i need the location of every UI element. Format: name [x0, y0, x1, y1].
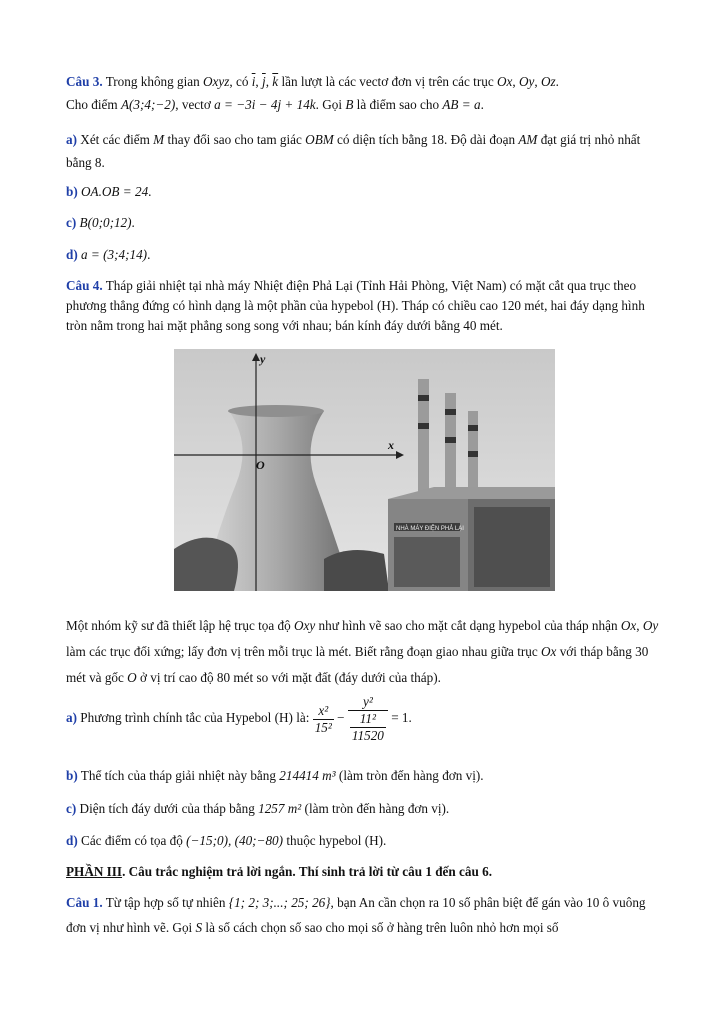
- part3-q1-paragraph: Câu 1. Từ tập hợp số tự nhiên {1; 2; 3;...; 25; 26}, bạn An cần chọn ra 10 số phân biệt để gán vào 10 ô vuông đơn vị như hình vẽ. Gọi S là số cách chọn số sao cho mọi số ở hàng trên luôn nhỏ hơn mọi số: [66, 895, 646, 935]
- q4-description: Một nhóm kỹ sư đã thiết lập hệ trục tọa độ Oxy như hình vẽ sao cho mặt cắt dạng hypebol của tháp nhận Ox, Oy làm các trục đối xứng; lấy đơn vị trên mỗi trục là mét. Biết rằng đoạn giao nhau giữa trục Ox với tháp bằng 30 mét và gốc O ở vị trí cao độ 80 mét so với mặt đất (đáy dưới của tháp).: [66, 618, 659, 685]
- q4-paragraph: Câu 4. Tháp giải nhiệt tại nhà máy Nhiệt điện Phả Lại (Tỉnh Hải Phòng, Việt Nam) có mặt cắt qua trục theo phương thẳng đứng có hình dạng là một phần của hypebol (H). Tháp có chiều cao 120 mét, hai đáy dạng hình tròn nằm trong hai mặt phẳng song song với nhau; bán kính đáy dưới bằng 40 mét.: [66, 278, 645, 333]
- q3-paragraph: Câu 3. Trong không gian Oxyz, có $\overline{i}$, $\overline{j}$, $\overline{k}$ lần lượt là các vectơ đơn vị trên các trục Ox, Oy, Oz. Cho điểm A(3;4;−2), vectơ a = −3i − 4j + 14k. Gọi B là điểm sao cho AB = a.: [66, 74, 559, 112]
- fraction-y: $\frac{\text{y²}}{\frac{\text{11²}}{11520}}$: [348, 694, 388, 744]
- cooling-tower-photo: [174, 349, 555, 591]
- fraction-x: $\frac{\text{x²}}{\text{15²}}$: [314, 702, 332, 735]
- x-axis-label: x: [388, 438, 394, 452]
- power-plant-sign: NHÀ MÁY ĐIỆN PHẢ LẠI: [396, 526, 464, 532]
- part3-heading: PHẦN III. Câu trắc nghiệm trả lời ngắn. Thí sinh trả lời từ câu 1 đến câu 6.: [66, 864, 493, 879]
- q3-option-c: c) B(0;0;12).: [66, 215, 135, 230]
- q3-option-a: a) Xét các điểm M thay đổi sao cho tam giác OBM có diện tích bằng 18. Độ dài đoạn AM đạt giá trị nhỏ nhất bằng 8.: [66, 132, 641, 170]
- q4-option-d: d) Các điểm có tọa độ (−15;0), (40;−80) thuộc hypebol (H).: [66, 833, 387, 848]
- q3-label: Câu 3.: [66, 74, 103, 89]
- cooling-tower-image: [174, 349, 555, 591]
- q4-option-c: c) Diện tích đáy dưới của tháp bằng 1257 m² (làm tròn đến hàng đơn vị).: [66, 801, 450, 816]
- q4-option-b: b) Thể tích của tháp giải nhiệt này bằng 214414 m³ (làm tròn đến hàng đơn vị).: [66, 768, 484, 783]
- q3-option-b: b) OA.OB = 24.: [66, 184, 152, 199]
- p3q1-label: Câu 1.: [66, 895, 103, 910]
- q4-option-a: a) Phương trình chính tắc của Hypebol (H) là: $\frac{\text{x²}}{\text{15²}}$ − $\frac{\text{y²}}{\frac{\text{11²}}{11520}}$ = 1.: [66, 694, 412, 743]
- q3-option-d: d) a = (3;4;14).: [66, 247, 151, 262]
- y-axis-label: y: [260, 352, 266, 366]
- origin-label: O: [256, 458, 265, 472]
- q4-label: Câu 4.: [66, 278, 103, 293]
